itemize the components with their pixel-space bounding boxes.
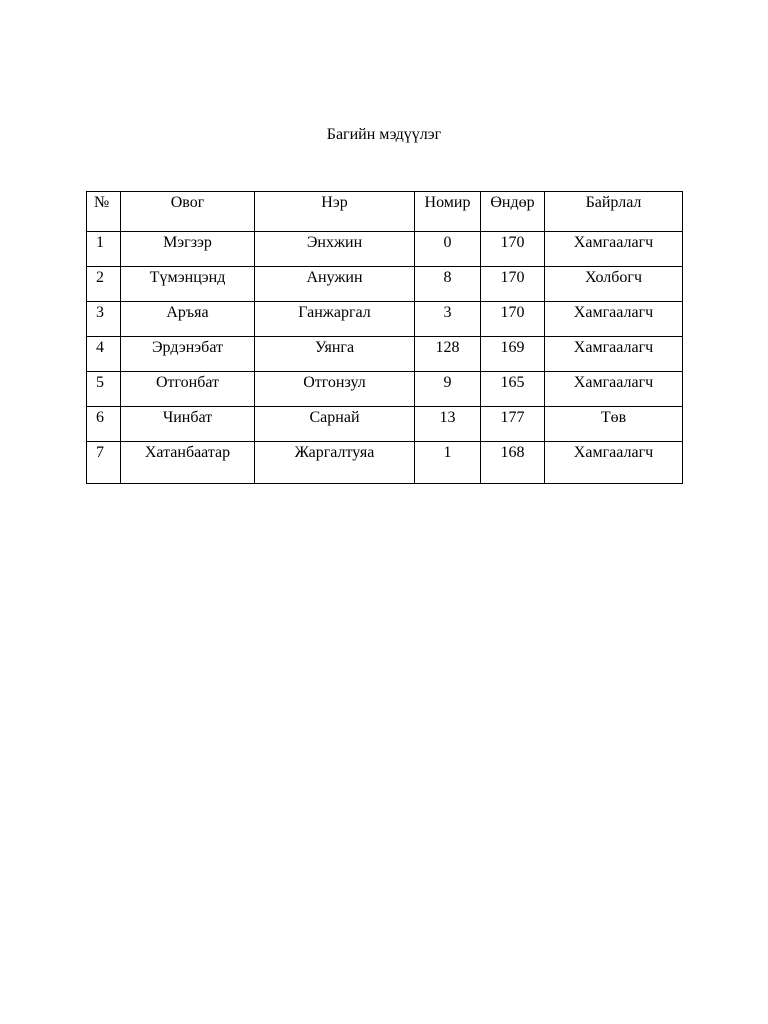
cell-num: 1 bbox=[87, 232, 121, 267]
cell-number: 9 bbox=[415, 372, 481, 407]
cell-height: 165 bbox=[481, 372, 545, 407]
table-row bbox=[87, 267, 683, 302]
header-surname: Овог bbox=[121, 192, 255, 232]
cell-name: Жаргалтуяа bbox=[255, 442, 415, 484]
cell-num: 2 bbox=[87, 267, 121, 302]
cell-number: 128 bbox=[415, 337, 481, 372]
table-row bbox=[87, 442, 683, 484]
cell-name: Ганжаргал bbox=[255, 302, 415, 337]
cell-number: 1 bbox=[415, 442, 481, 484]
cell-surname: Чинбат bbox=[121, 407, 255, 442]
cell-position: Хамгаалагч bbox=[545, 337, 683, 372]
table-row bbox=[87, 232, 683, 267]
cell-surname: Отгонбат bbox=[121, 372, 255, 407]
cell-position: Төв bbox=[545, 407, 683, 442]
cell-height: 169 bbox=[481, 337, 545, 372]
cell-surname: Эрдэнэбат bbox=[121, 337, 255, 372]
cell-surname: Аръяа bbox=[121, 302, 255, 337]
cell-surname: Хатанбаатар bbox=[121, 442, 255, 484]
cell-number: 8 bbox=[415, 267, 481, 302]
table-row bbox=[87, 337, 683, 372]
cell-num: 6 bbox=[87, 407, 121, 442]
cell-height: 177 bbox=[481, 407, 545, 442]
cell-num: 7 bbox=[87, 442, 121, 484]
cell-surname: Мэгзэр bbox=[121, 232, 255, 267]
cell-number: 0 bbox=[415, 232, 481, 267]
cell-height: 170 bbox=[481, 302, 545, 337]
cell-number: 3 bbox=[415, 302, 481, 337]
cell-num: 5 bbox=[87, 372, 121, 407]
table-row bbox=[87, 372, 683, 407]
cell-height: 170 bbox=[481, 267, 545, 302]
cell-position: Хамгаалагч bbox=[545, 232, 683, 267]
cell-surname: Түмэнцэнд bbox=[121, 267, 255, 302]
cell-name: Сарнай bbox=[255, 407, 415, 442]
header-name: Нэр bbox=[255, 192, 415, 232]
header-number: Номир bbox=[415, 192, 481, 232]
cell-position: Хамгаалагч bbox=[545, 302, 683, 337]
table-row bbox=[87, 302, 683, 337]
cell-name: Уянга bbox=[255, 337, 415, 372]
cell-num: 4 bbox=[87, 337, 121, 372]
team-table bbox=[86, 191, 683, 484]
cell-name: Отгонзул bbox=[255, 372, 415, 407]
cell-num: 3 bbox=[87, 302, 121, 337]
cell-position: Хамгаалагч bbox=[545, 442, 683, 484]
cell-position: Холбогч bbox=[545, 267, 683, 302]
cell-number: 13 bbox=[415, 407, 481, 442]
document-title: Багийн мэдүүлэг bbox=[326, 126, 442, 143]
header-num: № bbox=[87, 192, 121, 232]
table-row bbox=[87, 407, 683, 442]
cell-name: Анужин bbox=[255, 267, 415, 302]
cell-height: 168 bbox=[481, 442, 545, 484]
cell-name: Энхжин bbox=[255, 232, 415, 267]
header-position: Байрлал bbox=[545, 192, 683, 232]
cell-position: Хамгаалагч bbox=[545, 372, 683, 407]
header-height: Өндөр bbox=[481, 192, 545, 232]
table-header-row bbox=[87, 192, 683, 232]
cell-height: 170 bbox=[481, 232, 545, 267]
